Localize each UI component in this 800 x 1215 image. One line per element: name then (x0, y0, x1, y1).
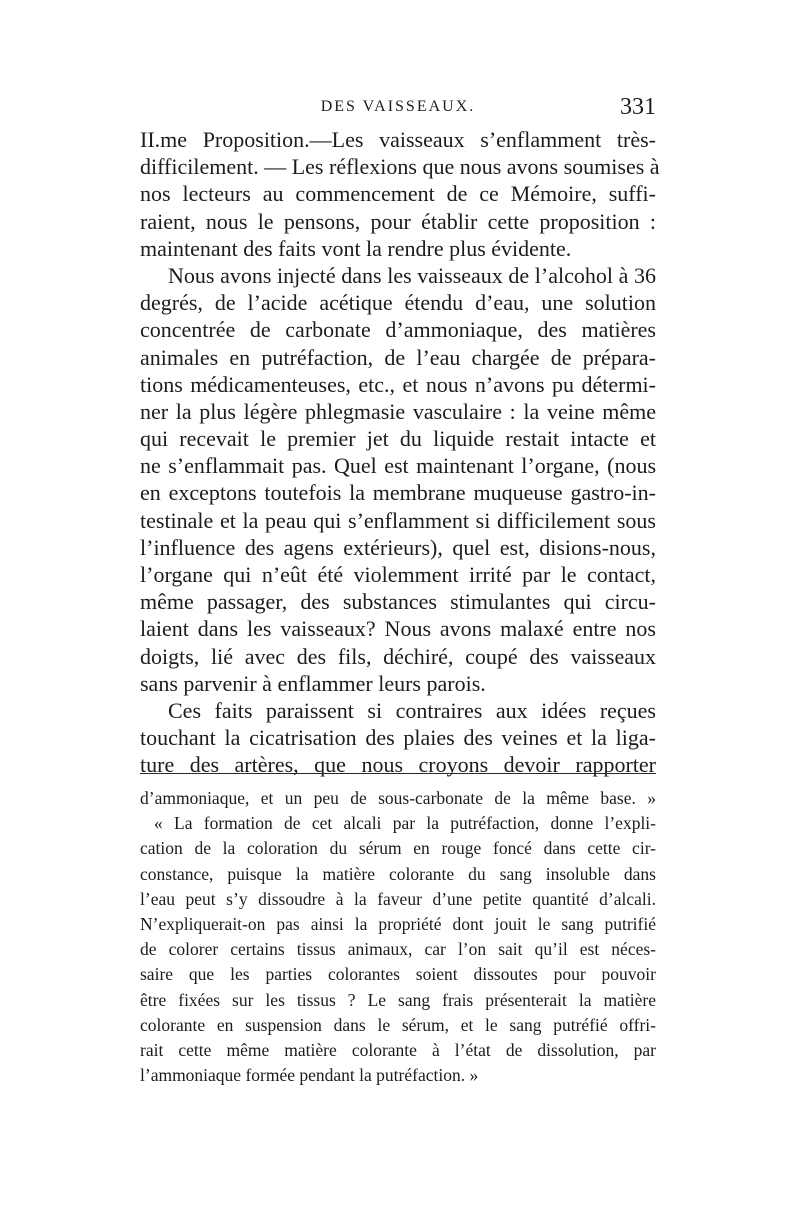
page-number: 331 (620, 94, 656, 120)
footnote-line: constance, puisque la matière colorante du sang insoluble dans (140, 863, 656, 884)
footnote-line: l’eau peut s’y dissoudre à la faveur d’une petite quantité d’alcali. (140, 888, 656, 909)
body-line: doigts, lié avec des fils, déchiré, coupé des vaisseaux (140, 643, 656, 669)
page-header (140, 96, 656, 126)
body-line: difficilement. — Les réflexions que nous avons soumises à (140, 154, 660, 180)
body-line: même passager, des substances stimulantes qui circu- (140, 589, 656, 615)
body-line: nos lecteurs au commencement de ce Mémoire, suffi- (140, 181, 656, 207)
body-line: touchant la cicatrisation des plaies des veines et la liga- (140, 725, 656, 751)
body-line: II.me Proposition.—Les vaisseaux s’enflamment très- (140, 127, 656, 152)
body-line: qui recevait le premier jet du liquide restait intacte et (140, 426, 656, 452)
footnote-line: l’ammoniaque formée pendant la putréfaction. » (140, 1065, 479, 1086)
body-text (140, 126, 660, 779)
body-line: testinale et la peau qui s’enflamment si difficilement sous (140, 507, 656, 533)
footnote-line: « La formation de cet alcali par la putréfaction, donne l’expli- (154, 813, 656, 834)
body-line: degrés, de l’acide acétique étendu d’eau, une solution (140, 290, 656, 316)
body-line: en exceptons toutefois la membrane muqueuse gastro-in- (140, 480, 656, 506)
footnote (140, 786, 656, 1088)
body-line: ner la plus légère phlegmasie vasculaire : la veine même (140, 398, 656, 424)
footnote-line: être fixées sur les tissus ? Le sang frais présenterait la matière (140, 989, 656, 1010)
footnote-line: d’ammoniaque, et un peu de sous-carbonate de la même base. » (140, 788, 656, 808)
body-line: sans parvenir à enflammer leurs parois. (140, 670, 486, 696)
body-line: Ces faits paraissent si contraires aux idées reçues (168, 697, 656, 723)
body-line: ne s’enflammait pas. Quel est maintenant l’organe, (nous (140, 453, 656, 479)
body-line: concentrée de carbonate d’ammoniaque, des matières (140, 317, 656, 343)
body-line: laient dans les vaisseaux? Nous avons malaxé entre nos (140, 616, 656, 642)
footnote-line: de colorer certains tissus animaux, car l’on sait qu’il est néces- (140, 939, 656, 960)
body-line: maintenant des faits vont la rendre plus évidente. (140, 235, 572, 261)
body-line: l’organe qui n’eût été violemment irrité par le contact, (140, 562, 656, 587)
footnote-line: colorante en suspension dans le sérum, et le sang putréfié offri- (140, 1014, 656, 1035)
footnote-line: rait cette même matière colorante à l’état de dissolution, par (140, 1039, 656, 1060)
body-line: tions médicamenteuses, etc., et nous n’avons pu détermi- (140, 371, 656, 397)
body-line: raient, nous le pensons, pour établir cette proposition : (140, 208, 656, 234)
footnote-line: N’expliquerait-on pas ainsi la propriété dont jouit le sang putrifié (140, 913, 656, 934)
body-line: Nous avons injecté dans les vaisseaux de l’alcohol à 36 (168, 262, 656, 288)
footnote-line: cation de la coloration du sérum en rouge foncé dans cette cir- (140, 838, 656, 859)
running-head: DES VAISSEAUX. (320, 98, 476, 115)
footnote-rule (140, 773, 656, 774)
body-line: animales en putréfaction, de l’eau chargée de prépara- (140, 344, 656, 370)
body-line: l’influence des agens extérieurs), quel est, disions-nous, (140, 534, 656, 560)
footnote-line: saire que les parties colorantes soient dissoutes pour pouvoir (140, 964, 656, 985)
body-line: ture des artères, que nous croyons devoir rapporter (140, 752, 656, 778)
